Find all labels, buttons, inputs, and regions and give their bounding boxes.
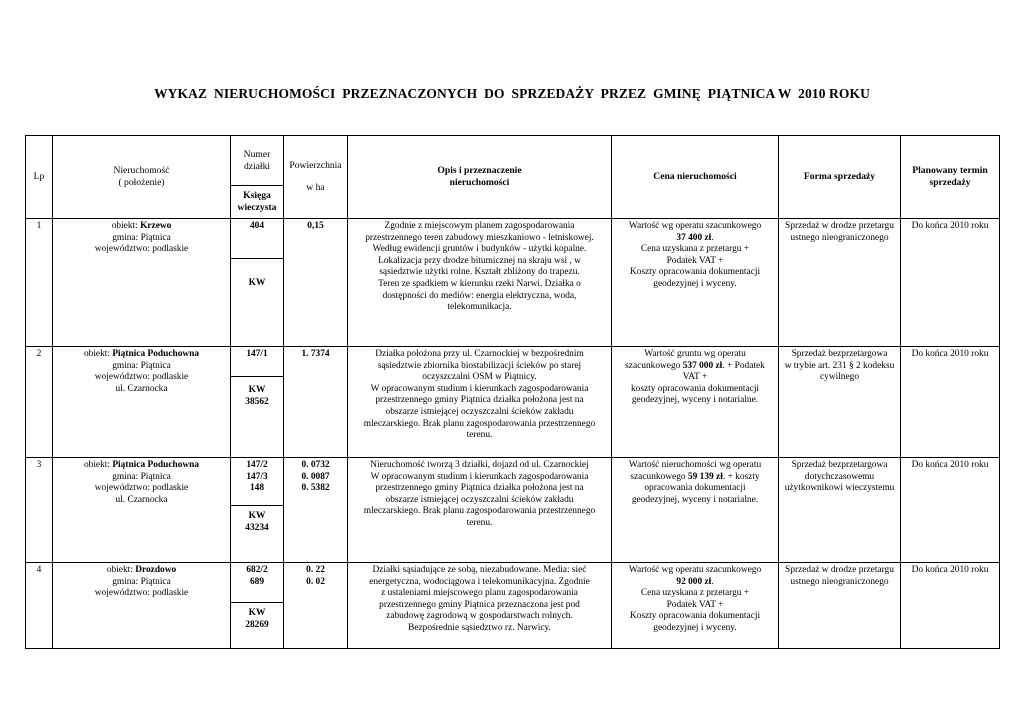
row3-forma: Sprzedaż bezprzetargowa dotychczasowemu użytkownikowi wieczystemu bbox=[779, 458, 901, 563]
property-table bbox=[25, 135, 1000, 649]
header-opis: Opis i przeznaczenie nieruchomości bbox=[348, 136, 612, 219]
header-powierzchnia bbox=[284, 136, 348, 219]
row3-obiekt-label: obiekt: bbox=[83, 460, 113, 470]
header-cena: Cena nieruchomości bbox=[612, 136, 779, 219]
header-forma: Forma sprzedaży bbox=[779, 136, 901, 219]
row2-forma: Sprzedaż bezprzetargowa w trybie art. 231 § 2 kodeksu cywilnego bbox=[779, 347, 901, 458]
row2-powierzchnia: 1. 7374 bbox=[284, 347, 348, 458]
header-termin: Planowany termin sprzedaży bbox=[901, 136, 1000, 219]
row2-termin: Do końca 2010 roku bbox=[901, 347, 1000, 458]
row1-cena-value: 37 400 zł bbox=[676, 232, 712, 243]
page-title: WYKAZ NIERUCHOMOŚCI PRZEZNACZONYCH DO SPRZEDAŻY PRZEZ GMINĘ PIĄTNICA W 2010 ROKU bbox=[154, 86, 870, 101]
row4-forma: Sprzedaż w drodze przetargu ustnego nieograniczonego bbox=[779, 563, 901, 649]
row4-cena-pre: Wartość wg operatu szacunkowego bbox=[628, 565, 762, 575]
row4-cena bbox=[612, 563, 779, 649]
header-lp: Lp bbox=[26, 136, 53, 219]
row3-opis: Nieruchomość tworzą 3 działki, dojazd od ul. Czarnockiej W opracowanym studium i kierunkach zagospodarowania przestrzennego gminy Piątnica działka położona jest na obszarze istniejącej oczyszczalni ścieków zakładu mleczarskiego. Brak planu zagospodarowania przestrzennego terenu. bbox=[348, 458, 612, 563]
row4-location: gmina: Piątnica województwo: podlaskie bbox=[94, 576, 189, 599]
row2-location: gmina: Piątnica województwo: podlaskie ul. Czarnocka bbox=[94, 360, 189, 394]
row3-kw: KW 43234 bbox=[231, 506, 284, 563]
header-powierzchnia-line2: w ha bbox=[306, 182, 325, 193]
row2-obiekt-name: Piątnica Poduchowna bbox=[112, 349, 200, 359]
row3-location: gmina: Piątnica województwo: podlaskie ul. Czarnocka bbox=[94, 471, 189, 505]
row4-obiekt-name: Drozdowo bbox=[135, 565, 177, 575]
row4-opis: Działki sąsiadujące ze sobą, niezabudowane. Media: sieć energetyczna, wodociągowa i telekomunikacyjna. Zgodnie z ustaleniami miejscowego planu zagospodarowania przestrzennego gminy Piątnica przeznaczona jest pod zabudowę zagrodową w gospodarstwach rolnych. Bezpośrednie sąsiedztwo rz. Narwicy. bbox=[348, 563, 612, 649]
row1-termin: Do końca 2010 roku bbox=[901, 219, 1000, 347]
row3-lp: 3 bbox=[26, 458, 53, 563]
row4-termin: Do końca 2010 roku bbox=[901, 563, 1000, 649]
row4-numer: 682/2 689 bbox=[231, 563, 284, 603]
row2-numer: 147/1 bbox=[231, 347, 284, 377]
row4-obiekt bbox=[56, 565, 227, 577]
row4-obiekt-label: obiekt: bbox=[106, 565, 136, 575]
row1-obiekt bbox=[56, 221, 227, 233]
row2-cena bbox=[612, 347, 779, 458]
row2-cena-post: . + Podatek VAT + koszty opracowania dokumentacji geodezyjnej, wyceny i notarialne. bbox=[630, 360, 765, 406]
row1-numer: 404 bbox=[231, 219, 284, 259]
row3-cena-pre: Wartość nieruchomości wg operatu szacunkowego bbox=[628, 460, 762, 482]
row3-powierzchnia: 0. 0732 0. 0087 0. 5382 bbox=[284, 458, 348, 563]
row4-kw: KW 28269 bbox=[231, 603, 284, 649]
row4-cena-post: . Cena uzyskana z przetargu + Podatek VAT + Koszty opracowania dokumentacji geodezyjnej i wyceny. bbox=[629, 576, 761, 633]
row4-lp: 4 bbox=[26, 563, 53, 649]
header-nieruchomosc bbox=[53, 136, 231, 219]
row1-cena-post: . Cena uzyskana z przetargu + Podatek VAT + Koszty opracowania dokumentacji geodezyjnej i wyceny. bbox=[629, 232, 761, 289]
header-numer-dzialki: Numer działki bbox=[231, 136, 284, 186]
row4-powierzchnia: 0. 22 0. 02 bbox=[284, 563, 348, 649]
row3-termin: Do końca 2010 roku bbox=[901, 458, 1000, 563]
row2-opis: Działka położona przy ul. Czarnockiej w bezpośrednim sąsiedztwie zbiornika biostabilizacji ścieków po starej oczyszczalni OSM w Piątnicy. W opracowanym studium i kierunkach zagospodarowania przestrzennego gminy Piątnica działka położona jest na obszarze istniejącej oczyszczalni ścieków zakładu mleczarskiego. Brak planu zagospodarowania przestrzennego terenu. bbox=[348, 347, 612, 458]
row1-opis: Zgodnie z miejscowym planem zagospodarowania przestrzennego teren zabudowy mieszkaniowo - letniskowej. Według ewidencji gruntów i budynków - użytki kopalne. Lokalizacja przy drodze bitumicznej na skraju wsi , w sąsiedztwie użytki rolne. Kształt zbliżony do trapezu. Teren ze spadkiem w kierunku rzeki Narwi. Działka o dostępności do mediów: energia elektryczna, woda, telekomunikacja. bbox=[348, 219, 612, 347]
row3-cena-post: . + koszty opracowania dokumentacji geodezyjnej, wyceny i notarialne. bbox=[631, 471, 760, 505]
header-nieruchomosc-line1: Nieruchomość bbox=[113, 165, 170, 177]
row3-obiekt bbox=[56, 460, 227, 472]
row1-nieruchomosc bbox=[53, 219, 231, 347]
row1-location: gmina: Piątnica województwo: podlaskie bbox=[94, 232, 189, 255]
row4-cena-value: 92 000 zł bbox=[676, 576, 712, 587]
row4-nieruchomosc bbox=[53, 563, 231, 649]
row3-cena-value: 59 139 zł bbox=[687, 471, 723, 482]
row3-cena bbox=[612, 458, 779, 563]
row2-cena-value: 537 000 zł bbox=[682, 360, 723, 371]
row3-obiekt-name: Piątnica Poduchowna bbox=[112, 460, 200, 470]
row2-obiekt-label: obiekt: bbox=[83, 349, 113, 359]
row2-lp: 2 bbox=[26, 347, 53, 458]
row2-cena-pre: Wartość gruntu wg operatu szacunkowego bbox=[625, 349, 746, 371]
row2-nieruchomosc bbox=[53, 347, 231, 458]
row1-cena-pre: Wartość wg operatu szacunkowego bbox=[628, 221, 762, 231]
row1-powierzchnia: 0,15 bbox=[284, 219, 348, 347]
row1-forma: Sprzedaż w drodze przetargu ustnego nieograniczonego bbox=[779, 219, 901, 347]
row2-kw: KW 38562 bbox=[231, 377, 284, 458]
row1-lp: 1 bbox=[26, 219, 53, 347]
header-nieruchomosc-line2: ( położenie) bbox=[118, 177, 165, 188]
row1-obiekt-label: obiekt: bbox=[111, 221, 141, 231]
row1-cena bbox=[612, 219, 779, 347]
row3-nieruchomosc bbox=[53, 458, 231, 563]
header-ksiega: Księga wieczysta bbox=[231, 186, 284, 219]
header-powierzchnia-line1: Powierzchnia bbox=[289, 160, 342, 172]
row3-numer: 147/2 147/3 148 bbox=[231, 458, 284, 506]
row2-obiekt bbox=[56, 349, 227, 361]
row1-obiekt-name: Krzewo bbox=[140, 221, 172, 231]
row1-kw: KW bbox=[231, 259, 284, 347]
